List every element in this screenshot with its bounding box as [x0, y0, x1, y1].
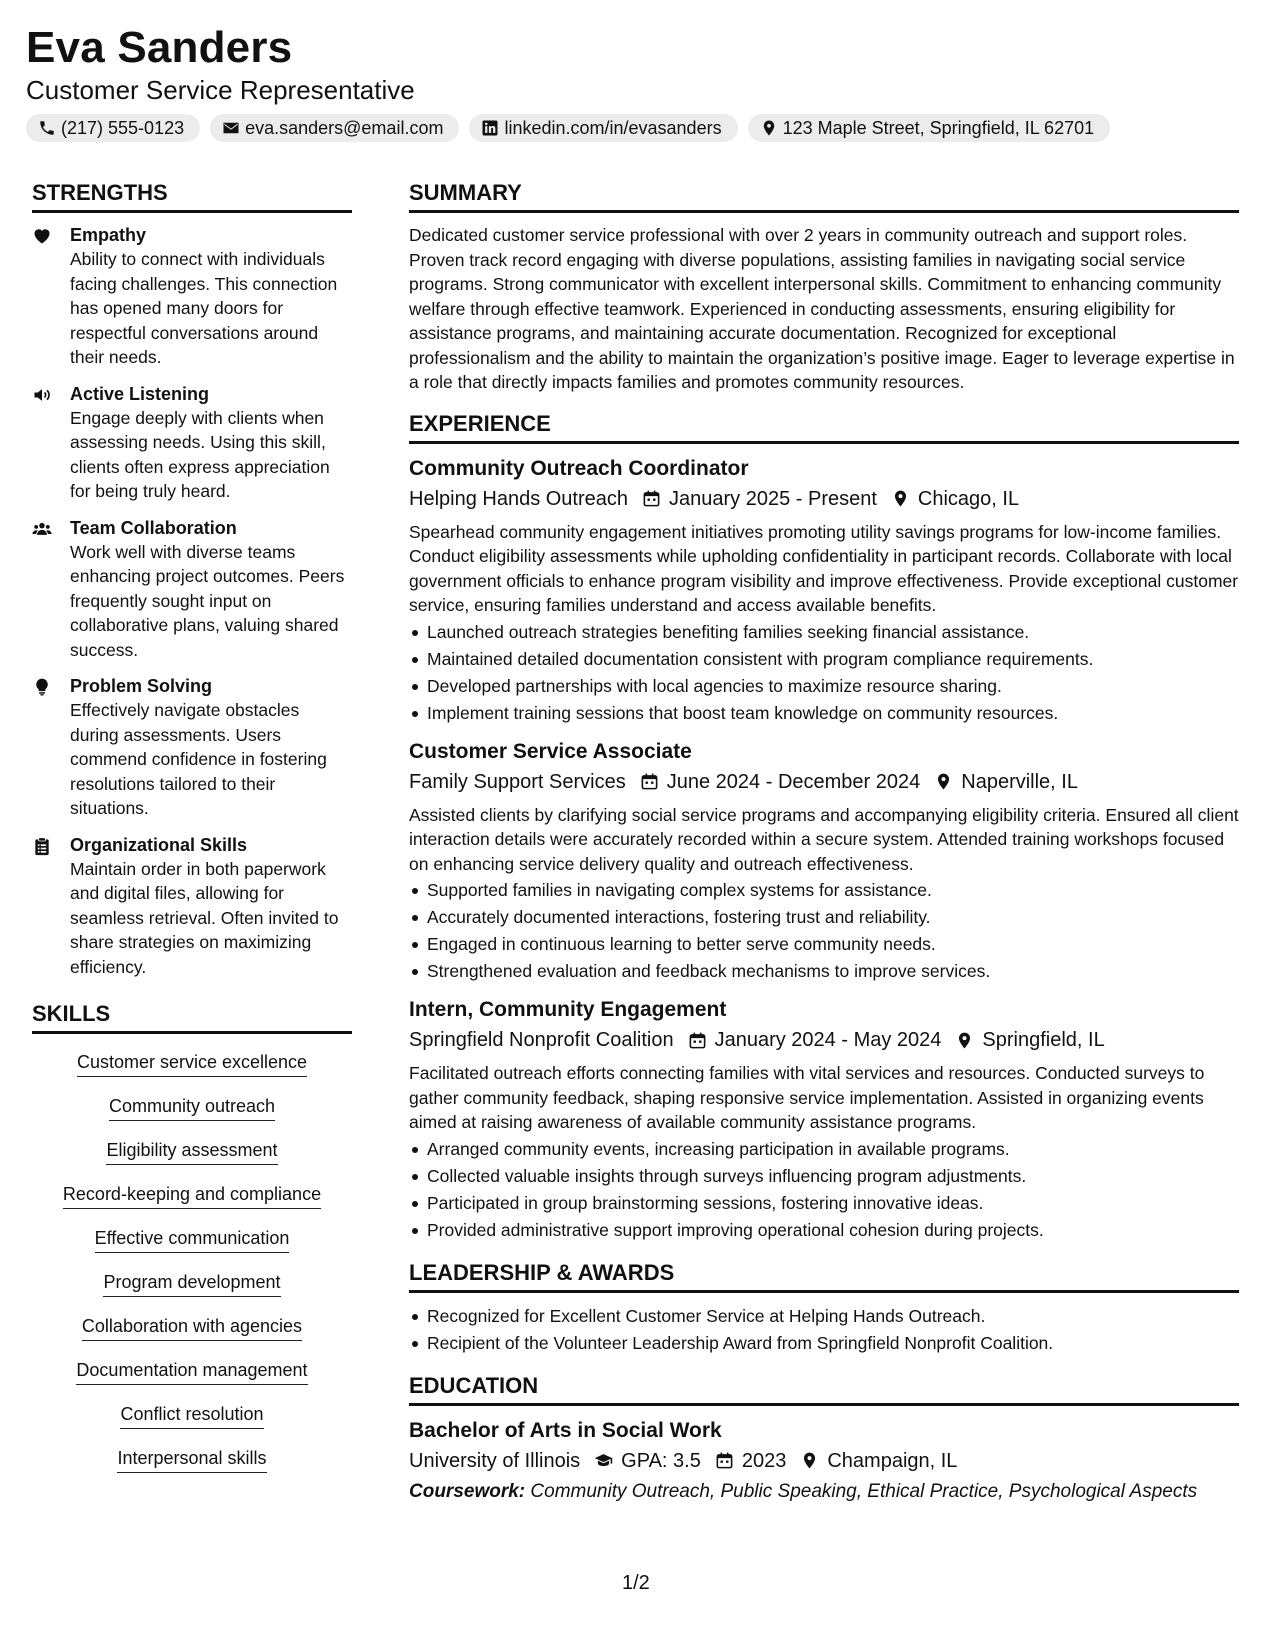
job-entry	[409, 737, 1239, 986]
calendar-icon	[688, 1031, 707, 1050]
strength-desc: Effectively navigate obstacles during assessments. Users commend confidence in fostering resolutions tailored to their situations.	[70, 700, 327, 818]
users-icon	[32, 519, 52, 539]
calendar-icon	[640, 772, 659, 791]
strength-item	[32, 223, 352, 370]
list-item: Engaged in continuous learning to better serve community needs.	[409, 931, 1239, 958]
job-description: Spearhead community engagement initiatives promoting utility savings programs for low-income families. Conduct eligibility assessments while upholding confidentiality in participant records. Collaborate with local government officials to enhance program visibility and improve effectiveness. Provide exceptional customer service, ensuring families understand and access available benefits.	[409, 521, 1239, 615]
contact-address-text: 123 Maple Street, Springfield, IL 62701	[782, 117, 1095, 138]
map-pin-icon	[760, 119, 778, 137]
job-dates: January 2024 - May 2024	[714, 1029, 942, 1051]
calendar-icon	[642, 489, 661, 508]
summary-text: Dedicated customer service professional with over 2 years in community outreach and support roles. Proven track record engaging with diverse populations, assisting families in navigating social service programs. Strong communicator with excellent interpersonal skills. Commitment to enhancing community welfare through effective teamwork. Experienced in conducting assessments, ensuring eligibility for assistance programs, and maintaining accurate documentation. Recognized for exceptional professionalism and the ability to maintain the organization’s positive image. Eager to leverage expertise in a role that directly impacts families and promotes community resources.	[409, 225, 1235, 392]
strength-title: Active Listening	[70, 383, 210, 404]
strength-desc: Ability to connect with individuals facing challenges. This connection has opened many doors for respectful conversations around their needs.	[70, 249, 338, 367]
skills-list	[32, 1050, 352, 1490]
experience-section	[409, 409, 1239, 1244]
coursework-label: Coursework:	[409, 1480, 526, 1502]
strength-title: Empathy	[70, 225, 147, 245]
skill-tag: Program development	[103, 1270, 280, 1297]
list-item: Strengthened evaluation and feedback mechanisms to improve services.	[409, 958, 1239, 985]
clipboard-icon	[32, 836, 52, 856]
list-item: Collected valuable insights through surveys influencing program adjustments.	[409, 1163, 1239, 1190]
contact-email[interactable]	[210, 114, 459, 142]
list-item: Implement training sessions that boost team knowledge on community resources.	[409, 700, 1239, 727]
gpa: GPA: 3.5	[621, 1449, 701, 1472]
candidate-name: Eva Sanders	[26, 23, 293, 72]
job-meta	[409, 767, 1239, 797]
skills-section	[32, 999, 352, 1490]
list-item: Accurately documented interactions, fostering trust and reliability.	[409, 904, 1239, 931]
lightbulb-icon	[32, 677, 52, 697]
page-number: 1/2	[622, 1572, 650, 1594]
strength-title: Team Collaboration	[70, 517, 237, 538]
map-pin-icon	[955, 1031, 974, 1050]
graduation-cap-icon	[594, 1451, 613, 1470]
contact-phone-text: (217) 555-0123	[61, 117, 185, 138]
phone-icon	[38, 119, 56, 137]
job-location: Naperville, IL	[961, 770, 1078, 793]
candidate-role: Customer Service Representative	[26, 75, 415, 105]
skill-tag: Documentation management	[76, 1358, 307, 1385]
education-section	[409, 1371, 1239, 1504]
heart-icon	[32, 226, 52, 246]
skill-tag: Conflict resolution	[120, 1402, 263, 1429]
coursework	[409, 1480, 1239, 1504]
map-pin-icon	[800, 1451, 819, 1470]
strength-desc: Maintain order in both paperwork and digital files, allowing for seamless retrieval. Often invited to share strategies on maximizing efficiency.	[70, 858, 339, 977]
contact-bar	[26, 114, 1246, 142]
map-pin-icon	[891, 489, 910, 508]
right-column	[409, 178, 1239, 1504]
job-location: Chicago, IL	[917, 487, 1020, 510]
list-item: Arranged community events, increasing participation in available programs.	[409, 1136, 1239, 1163]
envelope-icon	[222, 119, 240, 137]
job-bullets	[409, 619, 1239, 727]
coursework-list: Community Outreach, Public Speaking, Ethical Practice, Psychological Aspects	[530, 1480, 1198, 1502]
resume-header	[26, 22, 1246, 142]
job-location: Springfield, IL	[982, 1029, 1105, 1051]
education-heading: EDUCATION	[409, 1371, 1239, 1406]
calendar-icon	[715, 1451, 734, 1470]
strength-title: Problem Solving	[70, 676, 213, 696]
job-org: Helping Hands Outreach	[409, 487, 629, 510]
strengths-heading: STRENGTHS	[32, 178, 352, 213]
strength-item	[32, 382, 352, 504]
contact-address	[748, 114, 1111, 142]
list-item: Participated in group brainstorming sessions, fostering innovative ideas.	[409, 1190, 1239, 1217]
summary-heading: SUMMARY	[409, 178, 1239, 213]
skill-tag: Collaboration with agencies	[82, 1314, 302, 1341]
linkedin-icon	[481, 119, 499, 137]
awards-list	[409, 1303, 1239, 1357]
skill-tag: Record-keeping and compliance	[63, 1182, 321, 1209]
strength-item	[32, 833, 352, 980]
strength-desc: Engage deeply with clients when assessing needs. Using this skill, clients often express appreciation for being truly heard.	[70, 407, 330, 501]
strength-item	[32, 674, 352, 821]
education-location: Champaign, IL	[827, 1449, 958, 1472]
strength-title: Organizational Skills	[70, 834, 248, 855]
job-bullets	[409, 1136, 1239, 1244]
experience-heading: EXPERIENCE	[409, 409, 1239, 444]
strength-desc: Work well with diverse teams enhancing project outcomes. Peers frequently sought input on collaborative plans, valuing shared success.	[70, 541, 345, 660]
list-item: Supported families in navigating complex systems for assistance.	[409, 877, 1239, 904]
skill-tag: Interpersonal skills	[117, 1446, 266, 1473]
job-dates: June 2024 - December 2024	[666, 770, 921, 793]
skill-tag: Eligibility assessment	[106, 1138, 277, 1165]
skill-tag: Customer service excellence	[77, 1050, 307, 1077]
list-item: Recipient of the Volunteer Leadership Award from Springfield Nonprofit Coalition.	[409, 1330, 1239, 1357]
job-title: Community Outreach Coordinator	[409, 456, 749, 480]
job-dates: January 2025 - Present	[669, 487, 877, 510]
job-org: Family Support Services	[409, 770, 626, 793]
awards-heading: LEADERSHIP & AWARDS	[409, 1258, 1239, 1293]
awards-section	[409, 1258, 1239, 1357]
job-description: Facilitated outreach efforts connecting families with vital services and resources. Conducted surveys to gather community feedback, shaping responsive service implementation. Assisted in organizing events aimed at raising awareness of available community assistance programs.	[409, 1063, 1205, 1132]
job-meta	[409, 1025, 1239, 1055]
strength-item	[32, 516, 352, 663]
speaker-icon	[32, 385, 52, 405]
left-column	[32, 178, 352, 1490]
list-item: Developed partnerships with local agencies to maximize resource sharing.	[409, 673, 1239, 700]
education-meta	[409, 1446, 1239, 1476]
contact-phone[interactable]	[26, 114, 200, 142]
school-name: University of Illinois	[409, 1449, 581, 1472]
job-bullets	[409, 877, 1239, 985]
job-meta	[409, 484, 1239, 514]
skill-tag: Effective communication	[95, 1226, 290, 1253]
list-item: Provided administrative support improving operational cohesion during projects.	[409, 1217, 1239, 1244]
job-title: Intern, Community Engagement	[409, 998, 727, 1021]
contact-linkedin-text: linkedin.com/in/evasanders	[504, 117, 722, 138]
job-description: Assisted clients by clarifying social service programs and accompanying eligibility criteria. Ensured all client interaction details were accurately recorded within a secure system. Attended training workshops focused on enhancing service delivery quality and outreach effectiveness.	[409, 804, 1239, 874]
job-entry	[409, 454, 1239, 727]
skills-heading: SKILLS	[32, 999, 352, 1034]
contact-email-text: eva.sanders@email.com	[245, 117, 444, 138]
graduation-year: 2023	[741, 1449, 787, 1472]
list-item: Maintained detailed documentation consistent with program compliance requirements.	[409, 646, 1239, 673]
degree-title: Bachelor of Arts in Social Work	[409, 1418, 722, 1442]
skill-tag: Community outreach	[109, 1094, 275, 1121]
contact-linkedin[interactable]	[469, 114, 737, 142]
job-entry	[409, 995, 1239, 1244]
list-item: Launched outreach strategies benefiting families seeking financial assistance.	[409, 619, 1239, 646]
map-pin-icon	[934, 772, 953, 791]
job-org: Springfield Nonprofit Coalition	[409, 1029, 674, 1051]
job-title: Customer Service Associate	[409, 739, 692, 763]
list-item: Recognized for Excellent Customer Service at Helping Hands Outreach.	[409, 1303, 1239, 1330]
